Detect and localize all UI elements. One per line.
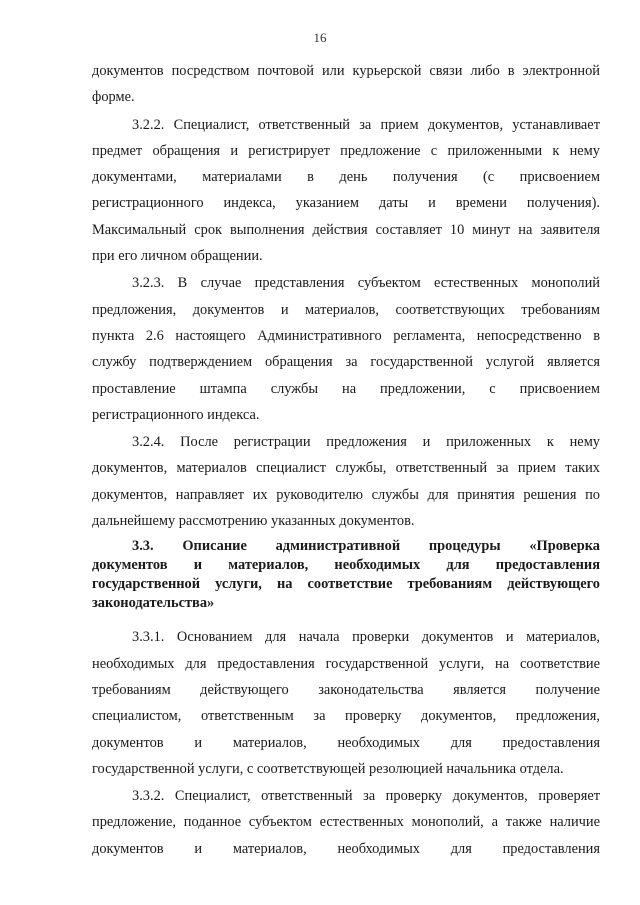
paragraph-3-2-4	[92, 429, 600, 534]
text-line: проставление штампа службы на предложении, с присвоением	[92, 380, 600, 397]
paragraph-3-3-2	[92, 783, 600, 862]
text-line: пункта 2.6 настоящего Административного регламента, непосредственно в	[92, 327, 600, 344]
document-body	[92, 58, 600, 862]
text-line: при его личном обращении.	[92, 248, 263, 265]
text-line: документов, материалов специалист службы, ответственный за прием таких	[92, 460, 600, 477]
text-line: документов и материалов, необходимых для предоставления	[92, 734, 600, 751]
text-line: 3.2.2. Специалист, ответственный за прием документов, устанавливает	[132, 116, 600, 133]
heading-line: документов и материалов, необходимых для предоставления	[92, 557, 600, 574]
text-line: документов, направляет их руководителю службы для принятия решения по	[92, 486, 600, 503]
text-line: 3.3.2. Специалист, ответственный за проверку документов, проверяет	[132, 788, 600, 805]
section-heading-3-3	[92, 537, 600, 613]
text-line: регистрационного индекса, указанием даты и времени получения).	[92, 195, 600, 212]
page-number: 16	[313, 30, 327, 45]
text-line: государственной услуги, с соответствующей резолюцией начальника отдела.	[92, 760, 564, 777]
text-line: регистрационного индекса.	[92, 406, 260, 423]
text-line: предложение, поданное субъектом естественных монополий, а также наличие	[92, 814, 600, 831]
paragraph-3-3-1	[92, 624, 600, 782]
text-line: службу подтверждением обращения за государственной услугой является	[92, 354, 600, 371]
text-line: предмет обращения и регистрирует предложение с приложенными к нему	[92, 142, 600, 159]
paragraph-3-2-3	[92, 270, 600, 428]
text-line: 3.3.1. Основанием для начала проверки документов и материалов,	[132, 629, 600, 646]
heading-line: законодательства»	[92, 595, 215, 612]
text-line: документов и материалов, необходимых для предоставления	[92, 840, 600, 857]
heading-line: государственной услуги, на соответствие требованиям действующего	[92, 576, 600, 593]
text-line: специалистом, ответственным за проверку документов, предложения,	[92, 708, 600, 725]
text-line: дальнейшему рассмотрению указанных документов.	[92, 513, 415, 530]
text-line: требованиям действующего законодательства является получение	[92, 681, 600, 698]
text-line: документов посредством почтовой или курьерской связи либо в электронной	[92, 63, 600, 79]
text-line: Максимальный срок выполнения действия составляет 10 минут на заявителя	[92, 221, 600, 238]
text-line: документами, материалами в день получения (с присвоением	[92, 169, 600, 186]
paragraph-continuation	[92, 58, 600, 111]
text-line: форме.	[92, 89, 135, 106]
paragraph-3-2-2	[92, 112, 600, 270]
heading-line: 3.3. Описание административной процедуры «Проверка	[132, 538, 600, 555]
text-line: 3.2.3. В случае представления субъектом естественных монополий	[132, 275, 600, 292]
text-line: предложения, документов и материалов, соответствующих требованиям	[92, 301, 600, 318]
text-line: 3.2.4. После регистрации предложения и приложенных к нему	[132, 434, 600, 451]
text-line: необходимых для предоставления государственной услуги, на соответствие	[92, 655, 600, 672]
